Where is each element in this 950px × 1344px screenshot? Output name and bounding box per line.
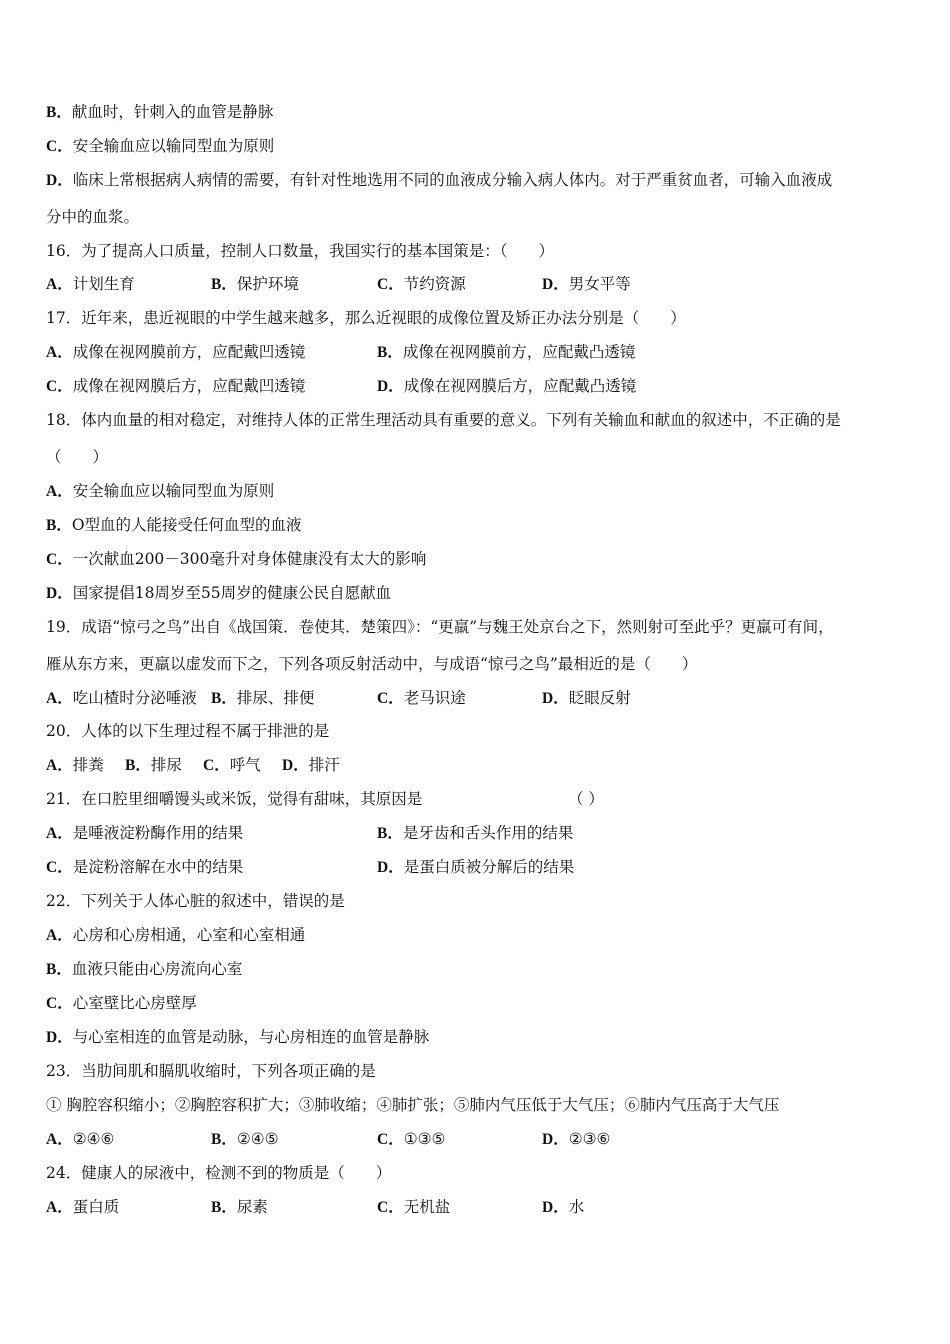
q24-stem: 24．健康人的尿液中，检测不到的物质是（ ） (46, 1164, 392, 1182)
q20-option-a: A．排粪 (46, 756, 104, 774)
q16-option-a: A．计划生育 (46, 275, 135, 293)
q18-stem: 18．体内血量的相对稳定，对维持人体的正常生理活动具有重要的意义。下列有关输血和献血的叙述中，不正确的是 (46, 411, 841, 429)
q17-option-a: A．成像在视网膜前方，应配戴凹透镜 (46, 343, 306, 361)
q22-stem: 22．下列关于人体心脏的叙述中，错误的是 (46, 892, 345, 910)
q15-option-c: C．安全输血应以输同型血为原则 (46, 137, 275, 155)
q17-option-c: C．成像在视网膜后方，应配戴凹透镜 (46, 377, 306, 395)
q18-option-c: C．一次献血200－300毫升对身体健康没有太大的影响 (46, 550, 427, 568)
q23-option-b: B．②④⑤ (211, 1130, 279, 1148)
q19-option-a: A．吃山楂时分泌唾液 (46, 689, 197, 707)
q20-option-d: D．排汗 (282, 756, 340, 774)
q15-option-b: B．献血时，针刺入的血管是静脉 (46, 103, 274, 121)
q16-option-c: C．节约资源 (377, 275, 466, 293)
q18-option-b: B．O型血的人能接受任何血型的血液 (46, 516, 302, 534)
q22-option-c: C．心室壁比心房壁厚 (46, 994, 197, 1012)
q17-stem: 17．近年来，患近视眼的中学生越来越多，那么近视眼的成像位置及矫正办法分别是（ ） (46, 309, 686, 327)
q19-option-d: D．眨眼反射 (542, 689, 631, 707)
q15-option-d: D．临床上常根据病人病情的需要，有针对性地选用不同的血液成分输入病人体内。对于严重贫血者，可输入血液成 (46, 171, 833, 189)
q24-option-b: B．尿素 (211, 1198, 268, 1216)
q22-option-d: D．与心室相连的血管是动脉，与心房相连的血管是静脉 (46, 1028, 430, 1046)
q18-option-d: D．国家提倡18周岁至55周岁的健康公民自愿献血 (46, 584, 392, 602)
q23-stem: 23．当肋间肌和膈肌收缩时，下列各项正确的是 (46, 1062, 376, 1080)
q21-answer-paren: （ ） (568, 790, 604, 808)
q19-stem-continued: 雁从东方来，更羸以虚发而下之，下列各项反射活动中，与成语“惊弓之鸟”最相近的是（ ） (46, 655, 698, 673)
q19-stem: 19．成语“惊弓之鸟”出自《战国策．卷使其．楚策四》：“更羸”与魏王处京台之下，然则射可至此乎？更羸可有间， (46, 618, 834, 636)
q24-option-a: A．蛋白质 (46, 1198, 120, 1216)
q17-option-d: D．成像在视网膜后方，应配戴凸透镜 (377, 377, 637, 395)
q22-option-a: A．心房和心房相通，心室和心室相通 (46, 926, 306, 944)
q15-option-d-continued: 分中的血浆。 (46, 208, 140, 226)
q20-option-b: B．排尿 (125, 756, 182, 774)
q21-option-b: B．是牙齿和舌头作用的结果 (377, 824, 574, 842)
q19-option-c: C．老马识途 (377, 689, 466, 707)
q21-stem: 21．在口腔里细嚼馒头或米饭，觉得有甜味，其原因是 (46, 790, 423, 808)
q24-option-c: C．无机盐 (377, 1198, 451, 1216)
q23-option-c: C．①③⑤ (377, 1130, 446, 1148)
q16-stem: 16．为了提高人口质量，控制人口数量，我国实行的基本国策是：（ ） (46, 242, 554, 260)
q21-option-d: D．是蛋白质被分解后的结果 (377, 858, 575, 876)
q16-option-d: D．男女平等 (542, 275, 631, 293)
q20-option-c: C．呼气 (203, 756, 261, 774)
q22-option-b: B．血液只能由心房流向心室 (46, 960, 243, 978)
q18-option-a: A．安全输血应以输同型血为原则 (46, 482, 275, 500)
q19-option-b: B．排尿、排便 (211, 689, 315, 707)
q16-option-b: B．保护环境 (211, 275, 299, 293)
q23-items: ① 胸腔容积缩小；②胸腔容积扩大；③肺收缩；④肺扩张；⑤肺内气压低于大气压；⑥肺内气压高于大气压 (46, 1096, 780, 1114)
q23-option-a: A．②④⑥ (46, 1130, 115, 1148)
q18-stem-continued: （ ） (46, 448, 109, 466)
q20-stem: 20．人体的以下生理过程不属于排泄的是 (46, 722, 330, 740)
q21-option-c: C．是淀粉溶解在水中的结果 (46, 858, 244, 876)
q21-option-a: A．是唾液淀粉酶作用的结果 (46, 824, 244, 842)
q23-option-d: D．②③⑥ (542, 1130, 611, 1148)
q24-option-d: D．水 (542, 1198, 585, 1216)
q17-option-b: B．成像在视网膜前方，应配戴凸透镜 (377, 343, 636, 361)
